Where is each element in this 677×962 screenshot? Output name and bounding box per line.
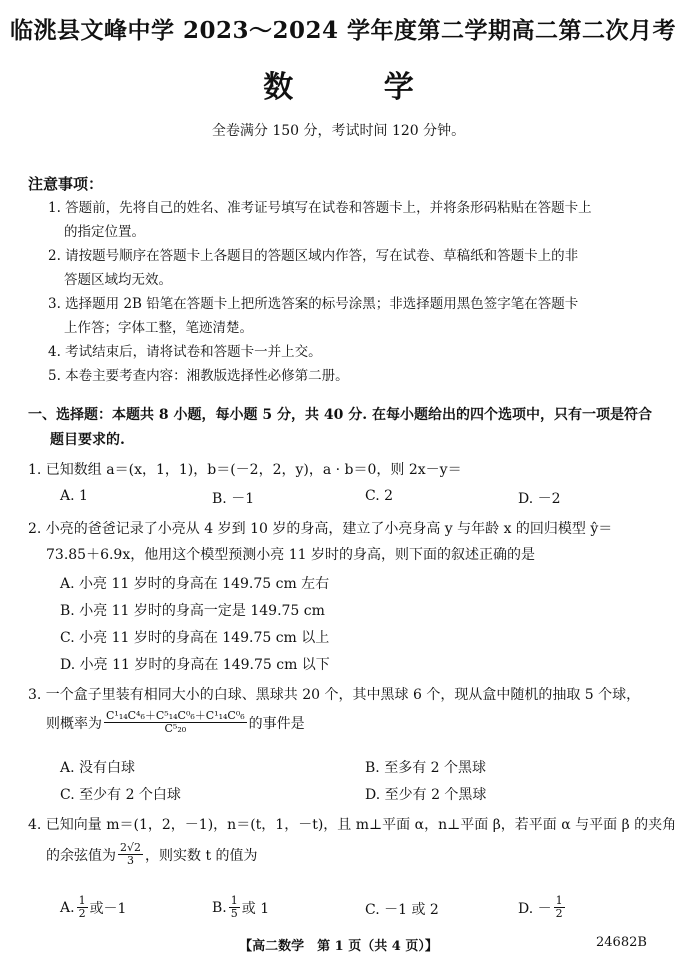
question-3-line2 [46, 710, 305, 735]
q3-option-d: D. 至少有 2 个黑球 [365, 787, 487, 803]
q4-option-b-fraction: $\frac{1}{5}$ [230, 894, 238, 921]
q2-option-b: B. 小亮 11 岁时的身高一定是 149.75 cm [60, 603, 325, 619]
q4-option-d-fraction: $\frac{1}{2}$ [555, 894, 563, 921]
page-footer: 【高二数学 第 1 页（共 4 页）】 [239, 939, 438, 954]
q4-option-d: D. － $\frac{1}{2}$ [518, 894, 563, 921]
q3-fraction-denominator: C⁵₂₀ [164, 722, 187, 736]
q2-option-c: C. 小亮 11 岁时的身高在 149.75 cm 以上 [60, 630, 330, 646]
paper-code: 24682B [596, 935, 647, 950]
question-2-line2: 73.85＋6.9x，他用这个模型预测小亮 11 岁时的身高，则下面的叙述正确的是 [46, 547, 535, 563]
instruction-line: 5. 本卷主要考查内容：湘教版选择性必修第二册。 [48, 368, 349, 384]
q3-fraction-numerator: C¹₁₄C⁴₆＋C⁵₁₄C⁰₆＋C¹₁₄C⁰₆ [106, 709, 245, 722]
q4-cosine-fraction [118, 842, 143, 867]
instruction-line: 上作答；字体工整，笔迹清楚。 [64, 320, 253, 336]
q4-suffix: ，则实数 t 的值为 [145, 847, 258, 864]
q3-option-c: C. 至少有 2 个白球 [60, 787, 181, 803]
instruction-line: 的指定位置。 [64, 224, 145, 240]
q4-option-b: B. $\frac{1}{5}$ 或 1 [212, 894, 270, 921]
instruction-line: 2. 请按题号顺序在答题卡上各题目的答题区域内作答，写在试卷、草稿纸和答题卡上的非 [48, 248, 579, 264]
q3-probability-fraction [104, 710, 247, 735]
q4-prefix: 的余弦值为 [46, 847, 116, 864]
q1-option-c: C. 2 [365, 488, 394, 504]
section-heading-cont: 题目要求的. [50, 432, 125, 448]
q4-fraction-numerator: 2√2 [120, 841, 142, 854]
q1-option-d: D. －2 [518, 491, 561, 507]
instruction-line: 答题区域均无效。 [64, 272, 172, 288]
q3-suffix: 的事件是 [248, 715, 305, 732]
subject-title: 数 学 [263, 70, 454, 105]
q4-option-c: C. －1 或 2 [365, 902, 439, 918]
question-1-stem: 1. 已知数组 a＝(x，1，1)，b＝(－2，2，y)，a · b＝0，则 2x－y＝ [28, 462, 462, 478]
q3-option-b: B. 至多有 2 个黑球 [365, 760, 486, 776]
q3-prefix: 则概率为 [46, 715, 102, 732]
instruction-line: 3. 选择题用 2B 铅笔在答题卡上把所选答案的标号涂黑；非选择题用黑色签字笔在答题卡 [48, 296, 579, 312]
question-4-line2 [46, 842, 258, 867]
section-heading: 一、选择题：本题共 8 小题，每小题 5 分，共 40 分. 在每小题给出的四个选项中，只有一项是符合 [28, 407, 652, 423]
question-3-line1: 3. 一个盒子里装有相同大小的白球、黑球共 20 个，其中黑球 6 个，现从盒中随机的抽取 5 个球， [28, 687, 641, 703]
q2-option-d: D. 小亮 11 岁时的身高在 149.75 cm 以下 [60, 657, 330, 673]
instructions-heading: 注意事项： [28, 175, 104, 193]
q4-option-a: A. $\frac{1}{2}$ 或－1 [60, 894, 127, 921]
q1-option-a: A. 1 [60, 488, 88, 504]
q3-option-a: A. 没有白球 [60, 760, 136, 776]
q2-option-a: A. 小亮 11 岁时的身高在 149.75 cm 左右 [60, 576, 330, 592]
question-4-line1: 4. 已知向量 m＝(1，2，－1)，n＝(t，1，－t)，且 m⊥平面 α，n⊥平面 β，若平面 α 与平面 β 的夹角 [28, 817, 677, 833]
exam-title: 临洮县文峰中学 2023～2024 学年度第二学期高二第二次月考 [10, 17, 677, 44]
q4-option-a-fraction: $\frac{1}{2}$ [78, 894, 86, 921]
instruction-line: 4. 考试结束后，请将试卷和答题卡一并上交。 [48, 344, 322, 360]
exam-note: 全卷满分 150 分，考试时间 120 分钟。 [211, 123, 466, 139]
q1-option-b: B. －1 [212, 491, 255, 507]
question-2-line1: 2. 小亮的爸爸记录了小亮从 4 岁到 10 岁的身高，建立了小亮身高 y 与年龄 x 的回归模型 ŷ＝ [28, 521, 613, 537]
q4-fraction-denominator: 3 [127, 854, 134, 868]
instruction-line: 1. 答题前，先将自己的姓名、准考证号填写在试卷和答题卡上，并将条形码粘贴在答题卡上 [48, 200, 592, 216]
